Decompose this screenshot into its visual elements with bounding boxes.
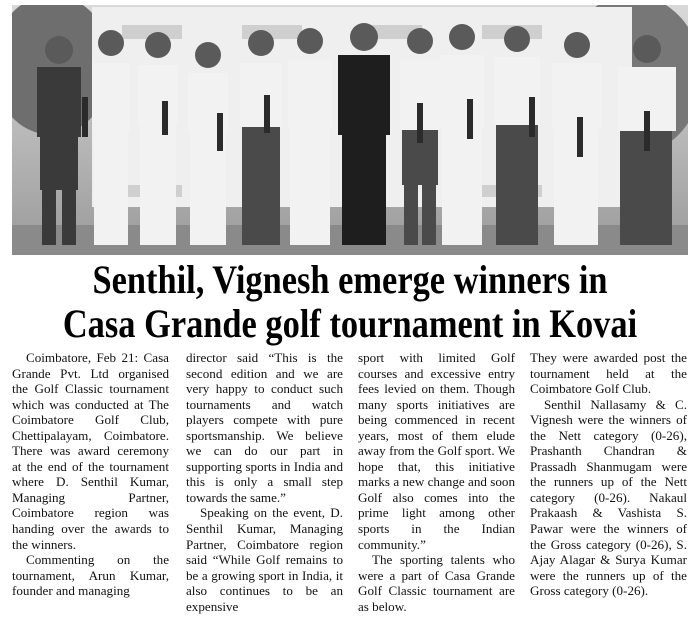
headline-line-2: Casa Grande golf tournament in Kovai: [62, 301, 638, 346]
article-paragraph: sport with limited Golf courses and excessive entry fees levied on them. Though many sports initiatives are being commenced in recent years, most of them elude away from the Golf sport. We hope that, this initiative marks a new change and soon Golf also comes into the prime light among other sports in the Indian community.”: [358, 350, 515, 552]
article-paragraph: They were awarded post the tournament held at the Coimbatore Golf Club.: [530, 350, 687, 397]
article-paragraph: Commenting on the tournament, Arun Kumar, founder and managing: [12, 552, 169, 599]
article-paragraph: Speaking on the event, D. Senthil Kumar, Managing Partner, Coimbatore region said “While Golf remains to be a growing sport in India, it also continues to be an expensive: [186, 505, 343, 614]
article-paragraph: Coimbatore, Feb 21: Casa Grande Pvt. Ltd organised the Golf Classic tournament which was conducted at The Coimbatore Golf Club, Chettipalayam, Coimbatore. There was award ceremony at the end of the tournament where D. Senthil Kumar, Managing Partner, Coimbatore region was handing over the awards to the winners.: [12, 350, 169, 552]
article-body: [12, 350, 692, 634]
news-photo: [12, 5, 688, 255]
article-paragraph: Senthil Nallasamy & C. Vignesh were the winners of the Nett category (0-26), Prashanth Chandran & Prassadh Shanmugam were the runners up of the Nett category (0-26). Nakaul Prakaash & Vashista S. Pawar were the winners of the Gross category (0-26), S. Ajay Alagar & Surya Kumar were the runners up of the Gross category (0-26).: [530, 396, 687, 599]
article-paragraph: The sporting talents who were a part of Casa Grande Golf Classic tournament are as below.: [358, 552, 515, 614]
group-photo-image: [12, 5, 688, 255]
article-paragraph: director said “This is the second edition and we are very happy to conduct such tournaments and watch players compete with pure sportsmanship. We believe we can do our part in supporting sports in India and this is only a small step towards the same.”: [186, 350, 343, 505]
article-column-2: [186, 350, 343, 614]
headline-line-1: Senthil, Vignesh emerge winners in: [92, 257, 608, 302]
article-column-3: [358, 350, 515, 614]
article-column-1: [12, 350, 169, 599]
article-column-4: [530, 350, 687, 599]
